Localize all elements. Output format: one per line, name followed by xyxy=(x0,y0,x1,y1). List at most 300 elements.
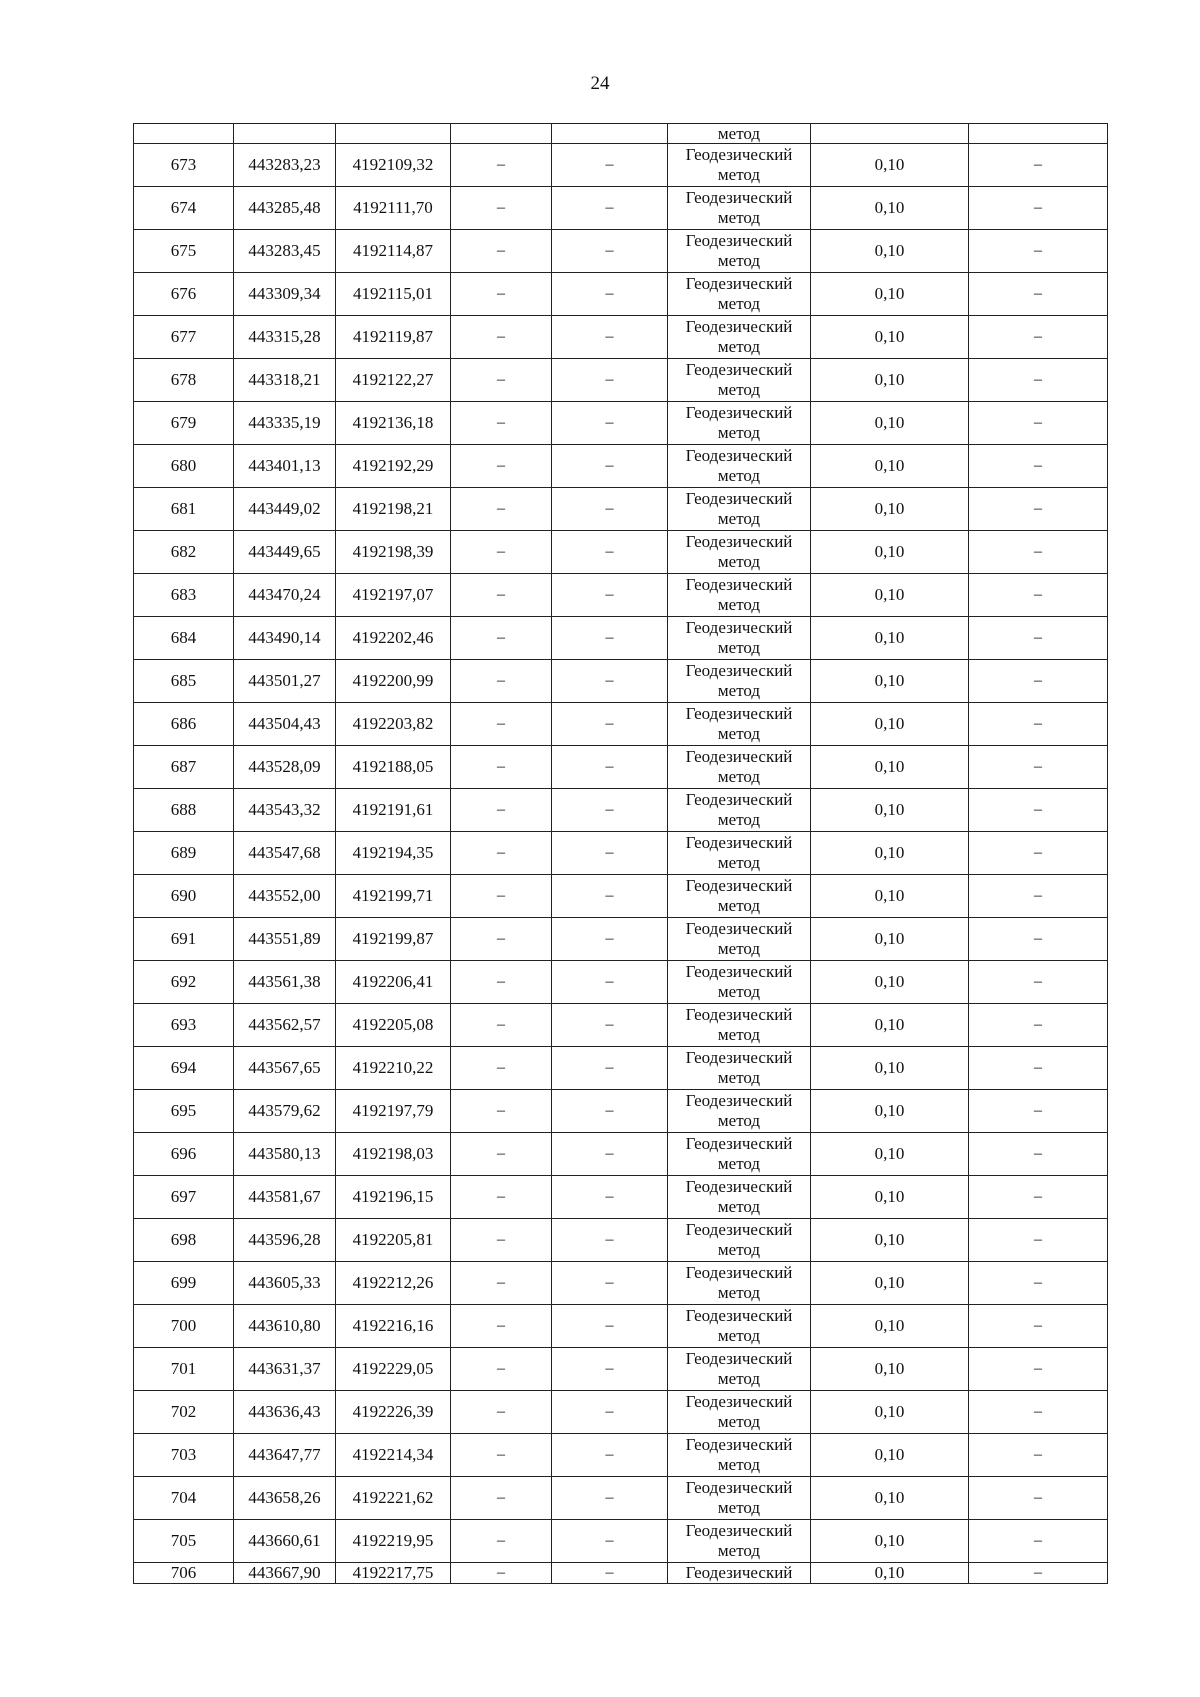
cell-col4: – xyxy=(451,617,552,660)
cell-num: 690 xyxy=(134,875,234,918)
table-row xyxy=(134,359,1108,402)
cell-x: 443581,67 xyxy=(234,1176,336,1219)
cell-y: 4192122,27 xyxy=(336,359,451,402)
cell-col8: – xyxy=(969,1262,1108,1305)
cell-col4: – xyxy=(451,1520,552,1563)
cell-method xyxy=(668,531,811,574)
cell-y: 4192221,62 xyxy=(336,1477,451,1520)
method-line-2: метод xyxy=(717,1541,761,1560)
table-row xyxy=(134,1348,1108,1391)
cell-y: 4192194,35 xyxy=(336,832,451,875)
cell-col5: – xyxy=(552,230,668,273)
cell-y: 4192202,46 xyxy=(336,617,451,660)
cell-col4: – xyxy=(451,402,552,445)
method-line-2: метод xyxy=(717,767,761,786)
method-line-2: метод xyxy=(717,1068,761,1087)
cell-y: 4192206,41 xyxy=(336,961,451,1004)
cell-x: 443660,61 xyxy=(234,1520,336,1563)
cell-col5: – xyxy=(552,531,668,574)
cell-num: 677 xyxy=(134,316,234,359)
cell-method xyxy=(668,918,811,961)
cell-method xyxy=(668,617,811,660)
cell-y: 4192219,95 xyxy=(336,1520,451,1563)
cell-accuracy: 0,10 xyxy=(811,445,969,488)
cell-col8: – xyxy=(969,703,1108,746)
cell-accuracy: 0,10 xyxy=(811,746,969,789)
cell-x: 443567,65 xyxy=(234,1047,336,1090)
cell-col4: – xyxy=(451,918,552,961)
cell-num: 706 xyxy=(134,1563,234,1584)
cell-x: 443658,26 xyxy=(234,1477,336,1520)
cell-num: 703 xyxy=(134,1434,234,1477)
method-line-2: метод xyxy=(717,1326,761,1345)
method-line-1: Геодезический xyxy=(685,1177,793,1196)
cell-y: 4192216,16 xyxy=(336,1305,451,1348)
cell-method xyxy=(668,144,811,187)
cell-accuracy: 0,10 xyxy=(811,1477,969,1520)
cell-num: 679 xyxy=(134,402,234,445)
cell-col4: – xyxy=(451,832,552,875)
cell-num: 678 xyxy=(134,359,234,402)
cell-accuracy: 0,10 xyxy=(811,1305,969,1348)
cell-col8: – xyxy=(969,574,1108,617)
cell-method xyxy=(668,187,811,230)
method-line-1: Геодезический xyxy=(685,1005,793,1024)
cell-x: 443579,62 xyxy=(234,1090,336,1133)
cell-accuracy: 0,10 xyxy=(811,875,969,918)
cell-y: 4192217,75 xyxy=(336,1563,451,1584)
method-line-1: Геодезический xyxy=(685,1563,793,1582)
cell-col4: – xyxy=(451,875,552,918)
cell-x xyxy=(234,124,336,144)
method-line-2: метод xyxy=(717,337,761,356)
method-line-2: метод xyxy=(717,1369,761,1388)
cell-col4: – xyxy=(451,1047,552,1090)
cell-x: 443501,27 xyxy=(234,660,336,703)
cell-y: 4192192,29 xyxy=(336,445,451,488)
cell-method xyxy=(668,660,811,703)
cell-y: 4192198,21 xyxy=(336,488,451,531)
method-line-2: метод xyxy=(717,294,761,313)
cell-col8: – xyxy=(969,1176,1108,1219)
cell-num xyxy=(134,124,234,144)
cell-col5: – xyxy=(552,1520,668,1563)
table-row xyxy=(134,918,1108,961)
table-row xyxy=(134,230,1108,273)
cell-num: 686 xyxy=(134,703,234,746)
method-line-2: метод xyxy=(717,810,761,829)
table-row xyxy=(134,617,1108,660)
cell-method xyxy=(668,703,811,746)
method-line-1: Геодезический xyxy=(685,532,793,551)
cell-accuracy: 0,10 xyxy=(811,1262,969,1305)
cell-col4: – xyxy=(451,1348,552,1391)
cell-num: 700 xyxy=(134,1305,234,1348)
cell-accuracy: 0,10 xyxy=(811,531,969,574)
cell-col5: – xyxy=(552,1434,668,1477)
cell-x: 443562,57 xyxy=(234,1004,336,1047)
cell-x: 443580,13 xyxy=(234,1133,336,1176)
table-row xyxy=(134,746,1108,789)
cell-num: 696 xyxy=(134,1133,234,1176)
cell-col8: – xyxy=(969,918,1108,961)
cell-col5: – xyxy=(552,574,668,617)
cell-col4: – xyxy=(451,1262,552,1305)
method-line-2: метод xyxy=(717,1197,761,1216)
cell-accuracy: 0,10 xyxy=(811,1434,969,1477)
table-row xyxy=(134,187,1108,230)
cell-method xyxy=(668,1305,811,1348)
cell-col5: – xyxy=(552,1047,668,1090)
cell-y: 4192136,18 xyxy=(336,402,451,445)
cell-x: 443667,90 xyxy=(234,1563,336,1584)
cell-col5: – xyxy=(552,187,668,230)
cell-num: 683 xyxy=(134,574,234,617)
cell-col5: – xyxy=(552,1391,668,1434)
cell-y: 4192200,99 xyxy=(336,660,451,703)
cell-col8: – xyxy=(969,1219,1108,1262)
cell-col8: – xyxy=(969,187,1108,230)
cell-col8: – xyxy=(969,746,1108,789)
cell-col4 xyxy=(451,124,552,144)
table-row xyxy=(134,1262,1108,1305)
cell-col8: – xyxy=(969,488,1108,531)
cell-col8: – xyxy=(969,1090,1108,1133)
cell-accuracy xyxy=(811,124,969,144)
table-row xyxy=(134,961,1108,1004)
cell-accuracy: 0,10 xyxy=(811,488,969,531)
cell-col5: – xyxy=(552,961,668,1004)
table-row xyxy=(134,1434,1108,1477)
cell-method xyxy=(668,1434,811,1477)
method-line-1: Геодезический xyxy=(685,919,793,938)
cell-col5: – xyxy=(552,316,668,359)
cell-col5: – xyxy=(552,1176,668,1219)
method-line-2: метод xyxy=(717,1498,761,1517)
cell-method xyxy=(668,1047,811,1090)
method-line-2: метод xyxy=(717,982,761,1001)
cell-col5: – xyxy=(552,746,668,789)
cell-y: 4192114,87 xyxy=(336,230,451,273)
cell-col5: – xyxy=(552,1305,668,1348)
cell-col5: – xyxy=(552,1004,668,1047)
cell-col5: – xyxy=(552,1563,668,1584)
method-line-1: Геодезический xyxy=(685,231,793,250)
cell-accuracy: 0,10 xyxy=(811,273,969,316)
cell-col8: – xyxy=(969,144,1108,187)
cell-num: 698 xyxy=(134,1219,234,1262)
cell-y: 4192119,87 xyxy=(336,316,451,359)
cell-y: 4192198,03 xyxy=(336,1133,451,1176)
method-line-2: метод xyxy=(717,165,761,184)
cell-col8: – xyxy=(969,1047,1108,1090)
cell-x: 443647,77 xyxy=(234,1434,336,1477)
cell-method xyxy=(668,402,811,445)
cell-method xyxy=(668,1520,811,1563)
table-row xyxy=(134,445,1108,488)
method-line-1: Геодезический xyxy=(685,1392,793,1411)
cell-y: 4192188,05 xyxy=(336,746,451,789)
cell-y: 4192214,34 xyxy=(336,1434,451,1477)
cell-num: 676 xyxy=(134,273,234,316)
method-line-2: метод xyxy=(717,1111,761,1130)
cell-col8: – xyxy=(969,230,1108,273)
table-row xyxy=(134,144,1108,187)
cell-accuracy: 0,10 xyxy=(811,660,969,703)
cell-col4: – xyxy=(451,1305,552,1348)
table-body xyxy=(134,124,1108,1584)
cell-num: 699 xyxy=(134,1262,234,1305)
cell-col5: – xyxy=(552,789,668,832)
method-line-2: метод xyxy=(717,853,761,872)
cell-col5: – xyxy=(552,1262,668,1305)
cell-y: 4192210,22 xyxy=(336,1047,451,1090)
cell-y: 4192205,81 xyxy=(336,1219,451,1262)
table-row-continuation xyxy=(134,124,1108,144)
method-line-1: Геодезический xyxy=(685,145,793,164)
cell-col5: – xyxy=(552,1133,668,1176)
cell-col4: – xyxy=(451,273,552,316)
cell-col4: – xyxy=(451,1176,552,1219)
cell-method xyxy=(668,1477,811,1520)
cell-x: 443528,09 xyxy=(234,746,336,789)
method-line-1: Геодезический xyxy=(685,446,793,465)
cell-col5: – xyxy=(552,359,668,402)
cell-y: 4192199,71 xyxy=(336,875,451,918)
cell-col4: – xyxy=(451,531,552,574)
cell-x: 443551,89 xyxy=(234,918,336,961)
cell-col5: – xyxy=(552,1090,668,1133)
cell-col8: – xyxy=(969,1563,1108,1584)
cell-col8: – xyxy=(969,875,1108,918)
table-row xyxy=(134,531,1108,574)
cell-num: 687 xyxy=(134,746,234,789)
page-number: 24 xyxy=(590,73,610,94)
cell-y xyxy=(336,124,451,144)
cell-accuracy: 0,10 xyxy=(811,1090,969,1133)
cell-x: 443335,19 xyxy=(234,402,336,445)
method-line-2: метод xyxy=(717,509,761,528)
method-line-2: метод xyxy=(717,466,761,485)
table-row xyxy=(134,789,1108,832)
cell-method xyxy=(668,1176,811,1219)
cell-x: 443449,02 xyxy=(234,488,336,531)
cell-y: 4192203,82 xyxy=(336,703,451,746)
cell-num: 701 xyxy=(134,1348,234,1391)
cell-x: 443318,21 xyxy=(234,359,336,402)
cell-col5: – xyxy=(552,445,668,488)
method-line-2: метод xyxy=(717,724,761,743)
method-line-1: Геодезический xyxy=(685,1349,793,1368)
cell-col8: – xyxy=(969,1133,1108,1176)
cell-num: 688 xyxy=(134,789,234,832)
cell-col5: – xyxy=(552,660,668,703)
cell-num: 682 xyxy=(134,531,234,574)
cell-accuracy: 0,10 xyxy=(811,402,969,445)
table-row xyxy=(134,273,1108,316)
cell-col4: – xyxy=(451,1004,552,1047)
cell-num: 673 xyxy=(134,144,234,187)
method-line-2: метод xyxy=(717,380,761,399)
cell-accuracy: 0,10 xyxy=(811,1176,969,1219)
method-line-1: Геодезический xyxy=(685,833,793,852)
cell-num: 685 xyxy=(134,660,234,703)
cell-method xyxy=(668,1563,811,1584)
cell-accuracy: 0,10 xyxy=(811,832,969,875)
cell-col5: – xyxy=(552,617,668,660)
method-line-1: Геодезический xyxy=(685,1091,793,1110)
table-row xyxy=(134,488,1108,531)
cell-col5: – xyxy=(552,488,668,531)
method-line-2: метод xyxy=(717,1412,761,1431)
cell-y: 4192196,15 xyxy=(336,1176,451,1219)
cell-y: 4192197,07 xyxy=(336,574,451,617)
table-row xyxy=(134,1477,1108,1520)
cell-col5: – xyxy=(552,832,668,875)
method-line-2: метод xyxy=(717,552,761,571)
table-row xyxy=(134,316,1108,359)
method-line-2: метод xyxy=(717,1025,761,1044)
table-row xyxy=(134,1047,1108,1090)
cell-method xyxy=(668,1262,811,1305)
cell-method xyxy=(668,230,811,273)
cell-col4: – xyxy=(451,445,552,488)
cell-col4: – xyxy=(451,1391,552,1434)
cell-col8: – xyxy=(969,1520,1108,1563)
cell-accuracy: 0,10 xyxy=(811,918,969,961)
table-row xyxy=(134,875,1108,918)
table-row xyxy=(134,1563,1108,1584)
cell-col4: – xyxy=(451,961,552,1004)
cell-method xyxy=(668,1133,811,1176)
method-line-2: метод xyxy=(717,423,761,442)
cell-col4: – xyxy=(451,187,552,230)
cell-col4: – xyxy=(451,789,552,832)
cell-num: 684 xyxy=(134,617,234,660)
cell-col4: – xyxy=(451,230,552,273)
cell-col4: – xyxy=(451,703,552,746)
cell-y: 4192205,08 xyxy=(336,1004,451,1047)
cell-accuracy: 0,10 xyxy=(811,1219,969,1262)
method-line-2: метод xyxy=(717,896,761,915)
cell-accuracy: 0,10 xyxy=(811,144,969,187)
cell-accuracy: 0,10 xyxy=(811,1520,969,1563)
cell-method xyxy=(668,273,811,316)
cell-x: 443470,24 xyxy=(234,574,336,617)
method-line-1: Геодезический xyxy=(685,489,793,508)
coordinates-table xyxy=(133,123,1108,1584)
method-line-2: метод xyxy=(717,681,761,700)
cell-col8 xyxy=(969,124,1108,144)
cell-col5: – xyxy=(552,918,668,961)
method-line-2: метод xyxy=(717,251,761,270)
cell-num: 691 xyxy=(134,918,234,961)
cell-x: 443636,43 xyxy=(234,1391,336,1434)
cell-col5 xyxy=(552,124,668,144)
cell-x: 443596,28 xyxy=(234,1219,336,1262)
cell-col8: – xyxy=(969,445,1108,488)
cell-method xyxy=(668,445,811,488)
method-line-1: Геодезический xyxy=(685,188,793,207)
cell-method xyxy=(668,1348,811,1391)
cell-col8: – xyxy=(969,789,1108,832)
cell-method xyxy=(668,488,811,531)
cell-col4: – xyxy=(451,316,552,359)
method-line-1: Геодезический xyxy=(685,274,793,293)
method-line-1: Геодезический xyxy=(685,1220,793,1239)
cell-y: 4192111,70 xyxy=(336,187,451,230)
cell-num: 697 xyxy=(134,1176,234,1219)
cell-col4: – xyxy=(451,144,552,187)
cell-col8: – xyxy=(969,1348,1108,1391)
method-line-2: метод xyxy=(717,1154,761,1173)
table-row xyxy=(134,1090,1108,1133)
cell-num: 705 xyxy=(134,1520,234,1563)
cell-accuracy: 0,10 xyxy=(811,230,969,273)
cell-col8: – xyxy=(969,1305,1108,1348)
method-line-1: Геодезический xyxy=(685,1478,793,1497)
method-line-1: Геодезический xyxy=(685,1263,793,1282)
cell-accuracy: 0,10 xyxy=(811,1348,969,1391)
cell-x: 443401,13 xyxy=(234,445,336,488)
cell-y: 4192191,61 xyxy=(336,789,451,832)
cell-y: 4192229,05 xyxy=(336,1348,451,1391)
table-row xyxy=(134,1176,1108,1219)
cell-col8: – xyxy=(969,1477,1108,1520)
method-line-1: Геодезический xyxy=(685,704,793,723)
cell-y: 4192198,39 xyxy=(336,531,451,574)
cell-col4: – xyxy=(451,1219,552,1262)
method-line-1: Геодезический xyxy=(685,1435,793,1454)
cell-num: 694 xyxy=(134,1047,234,1090)
cell-col4: – xyxy=(451,1133,552,1176)
method-line-1: Геодезический xyxy=(685,1134,793,1153)
cell-col8: – xyxy=(969,832,1108,875)
cell-y: 4192226,39 xyxy=(336,1391,451,1434)
cell-num: 695 xyxy=(134,1090,234,1133)
cell-col4: – xyxy=(451,359,552,402)
table-row xyxy=(134,1004,1108,1047)
method-line-1: Геодезический xyxy=(685,1048,793,1067)
cell-num: 692 xyxy=(134,961,234,1004)
method-line-2: метод xyxy=(717,1240,761,1259)
cell-x: 443605,33 xyxy=(234,1262,336,1305)
table-row xyxy=(134,703,1108,746)
cell-col5: – xyxy=(552,1219,668,1262)
cell-y: 4192115,01 xyxy=(336,273,451,316)
cell-method xyxy=(668,1004,811,1047)
cell-y: 4192199,87 xyxy=(336,918,451,961)
cell-accuracy: 0,10 xyxy=(811,1391,969,1434)
cell-col8: – xyxy=(969,961,1108,1004)
cell-method xyxy=(668,574,811,617)
cell-x: 443610,80 xyxy=(234,1305,336,1348)
cell-method: метод xyxy=(668,124,811,144)
cell-num: 675 xyxy=(134,230,234,273)
cell-accuracy: 0,10 xyxy=(811,1004,969,1047)
cell-num: 693 xyxy=(134,1004,234,1047)
cell-col8: – xyxy=(969,359,1108,402)
cell-accuracy: 0,10 xyxy=(811,1563,969,1584)
method-line-1: Геодезический xyxy=(685,747,793,766)
method-line-2: метод xyxy=(717,208,761,227)
cell-y: 4192212,26 xyxy=(336,1262,451,1305)
cell-method xyxy=(668,789,811,832)
cell-x: 443561,38 xyxy=(234,961,336,1004)
cell-num: 704 xyxy=(134,1477,234,1520)
method-line-1: Геодезический xyxy=(685,360,793,379)
cell-x: 443631,37 xyxy=(234,1348,336,1391)
